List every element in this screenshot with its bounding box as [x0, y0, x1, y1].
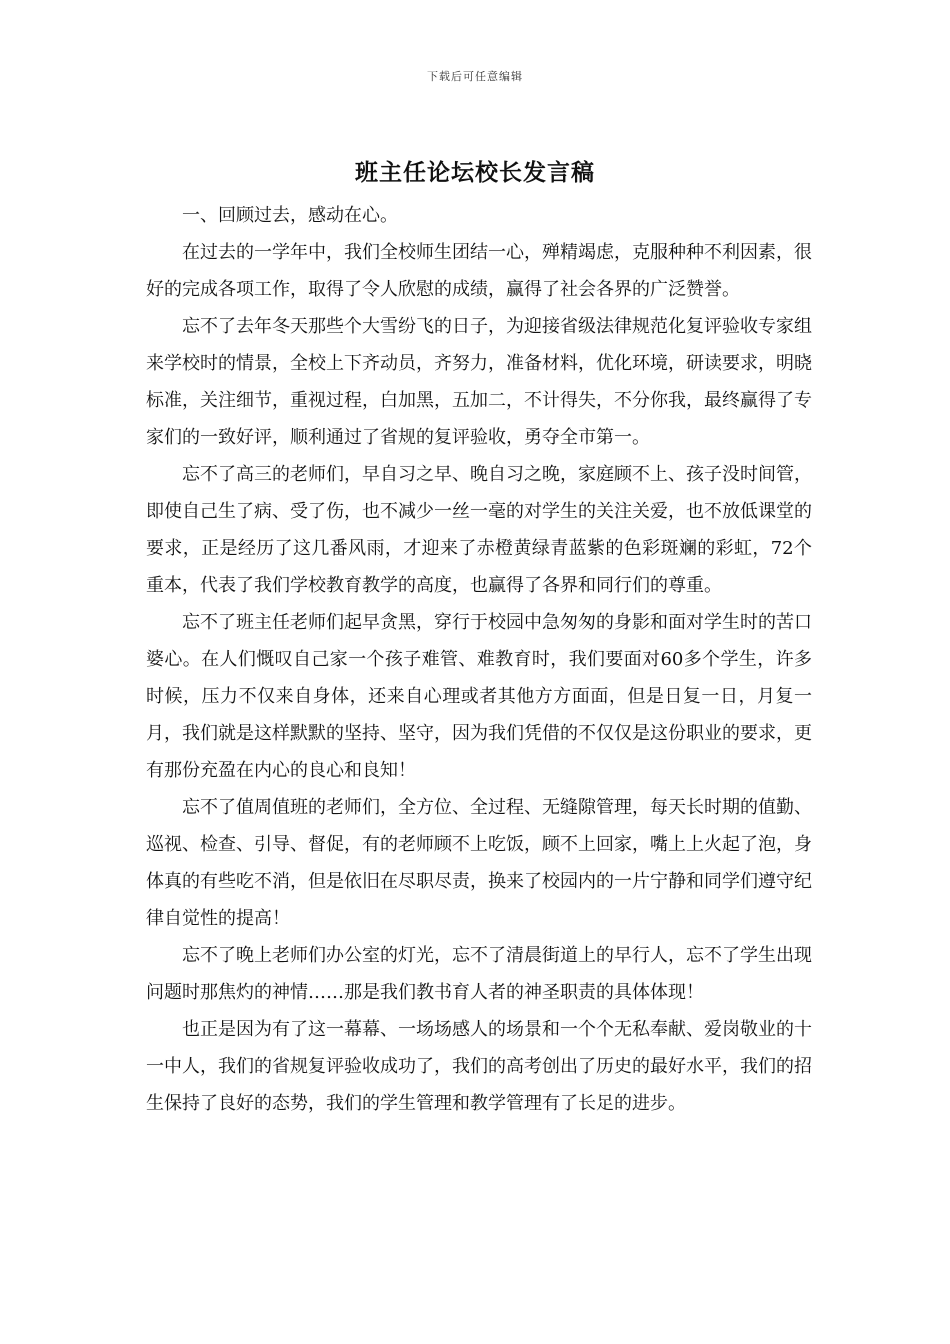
document-title: 班主任论坛校长发言稿	[355, 159, 595, 186]
paragraph: 忘不了晚上老师们办公室的灯光，忘不了清晨街道上的早行人，忘不了学生出现问题时那焦灼的神情……那是我们教书育人者的神圣职责的具体体现！	[146, 945, 812, 1003]
paragraph: 忘不了班主任老师们起早贪黑，穿行于校园中急匆匆的身影和面对学生时的苦口婆心。在人们慨叹自己家一个孩子难管、难教育时，我们要面对60多个学生，许多时候，压力不仅来自身体，还来自心理或者其他方方面面，但是日复一日，月复一月，我们就是这样默默的坚持、坚守，因为我们凭借的不仅仅是这份职业的要求，更有那份充盈在内心的良心和良知！	[146, 612, 812, 781]
paragraph: 忘不了去年冬天那些个大雪纷飞的日子，为迎接省级法律规范化复评验收专家组来学校时的情景，全校上下齐动员，齐努力，准备材料，优化环境，研读要求，明晓标准，关注细节，重视过程，白加黑，五加二，不计得失，不分你我，最终赢得了专家们的一致好评，顺利通过了省规的复评验收，勇夺全市第一。	[146, 316, 812, 448]
header-note: 下载后可任意编辑	[427, 70, 523, 83]
section-heading: 一、回顾过去，感动在心。	[182, 205, 398, 226]
paragraph: 在过去的一学年中，我们全校师生团结一心，殚精竭虑，克服种种不利因素，很好的完成各项工作，取得了令人欣慰的成绩，赢得了社会各界的广泛赞誉。	[146, 242, 812, 300]
paragraph: 忘不了高三的老师们，早自习之早、晚自习之晚，家庭顾不上、孩子没时间管，即使自己生了病、受了伤，也不减少一丝一毫的对学生的关注关爱，也不放低课堂的要求，正是经历了这几番风雨，才迎来了赤橙黄绿青蓝紫的色彩斑斓的彩虹，72个重本，代表了我们学校教育教学的高度，也赢得了各界和同行们的尊重。	[146, 464, 812, 596]
document-body	[146, 197, 812, 1122]
paragraph: 也正是因为有了这一幕幕、一场场感人的场景和一个个无私奉献、爱岗敬业的十一中人，我们的省规复评验收成功了，我们的高考创出了历史的最好水平，我们的招生保持了良好的态势，我们的学生管理和教学管理有了长足的进步。	[146, 1019, 812, 1114]
paragraph: 忘不了值周值班的老师们，全方位、全过程、无缝隙管理，每天长时期的值勤、巡视、检查、引导、督促，有的老师顾不上吃饭，顾不上回家，嘴上上火起了泡，身体真的有些吃不消，但是依旧在尽职尽责，换来了校园内的一片宁静和同学们遵守纪律自觉性的提高！	[146, 797, 812, 929]
